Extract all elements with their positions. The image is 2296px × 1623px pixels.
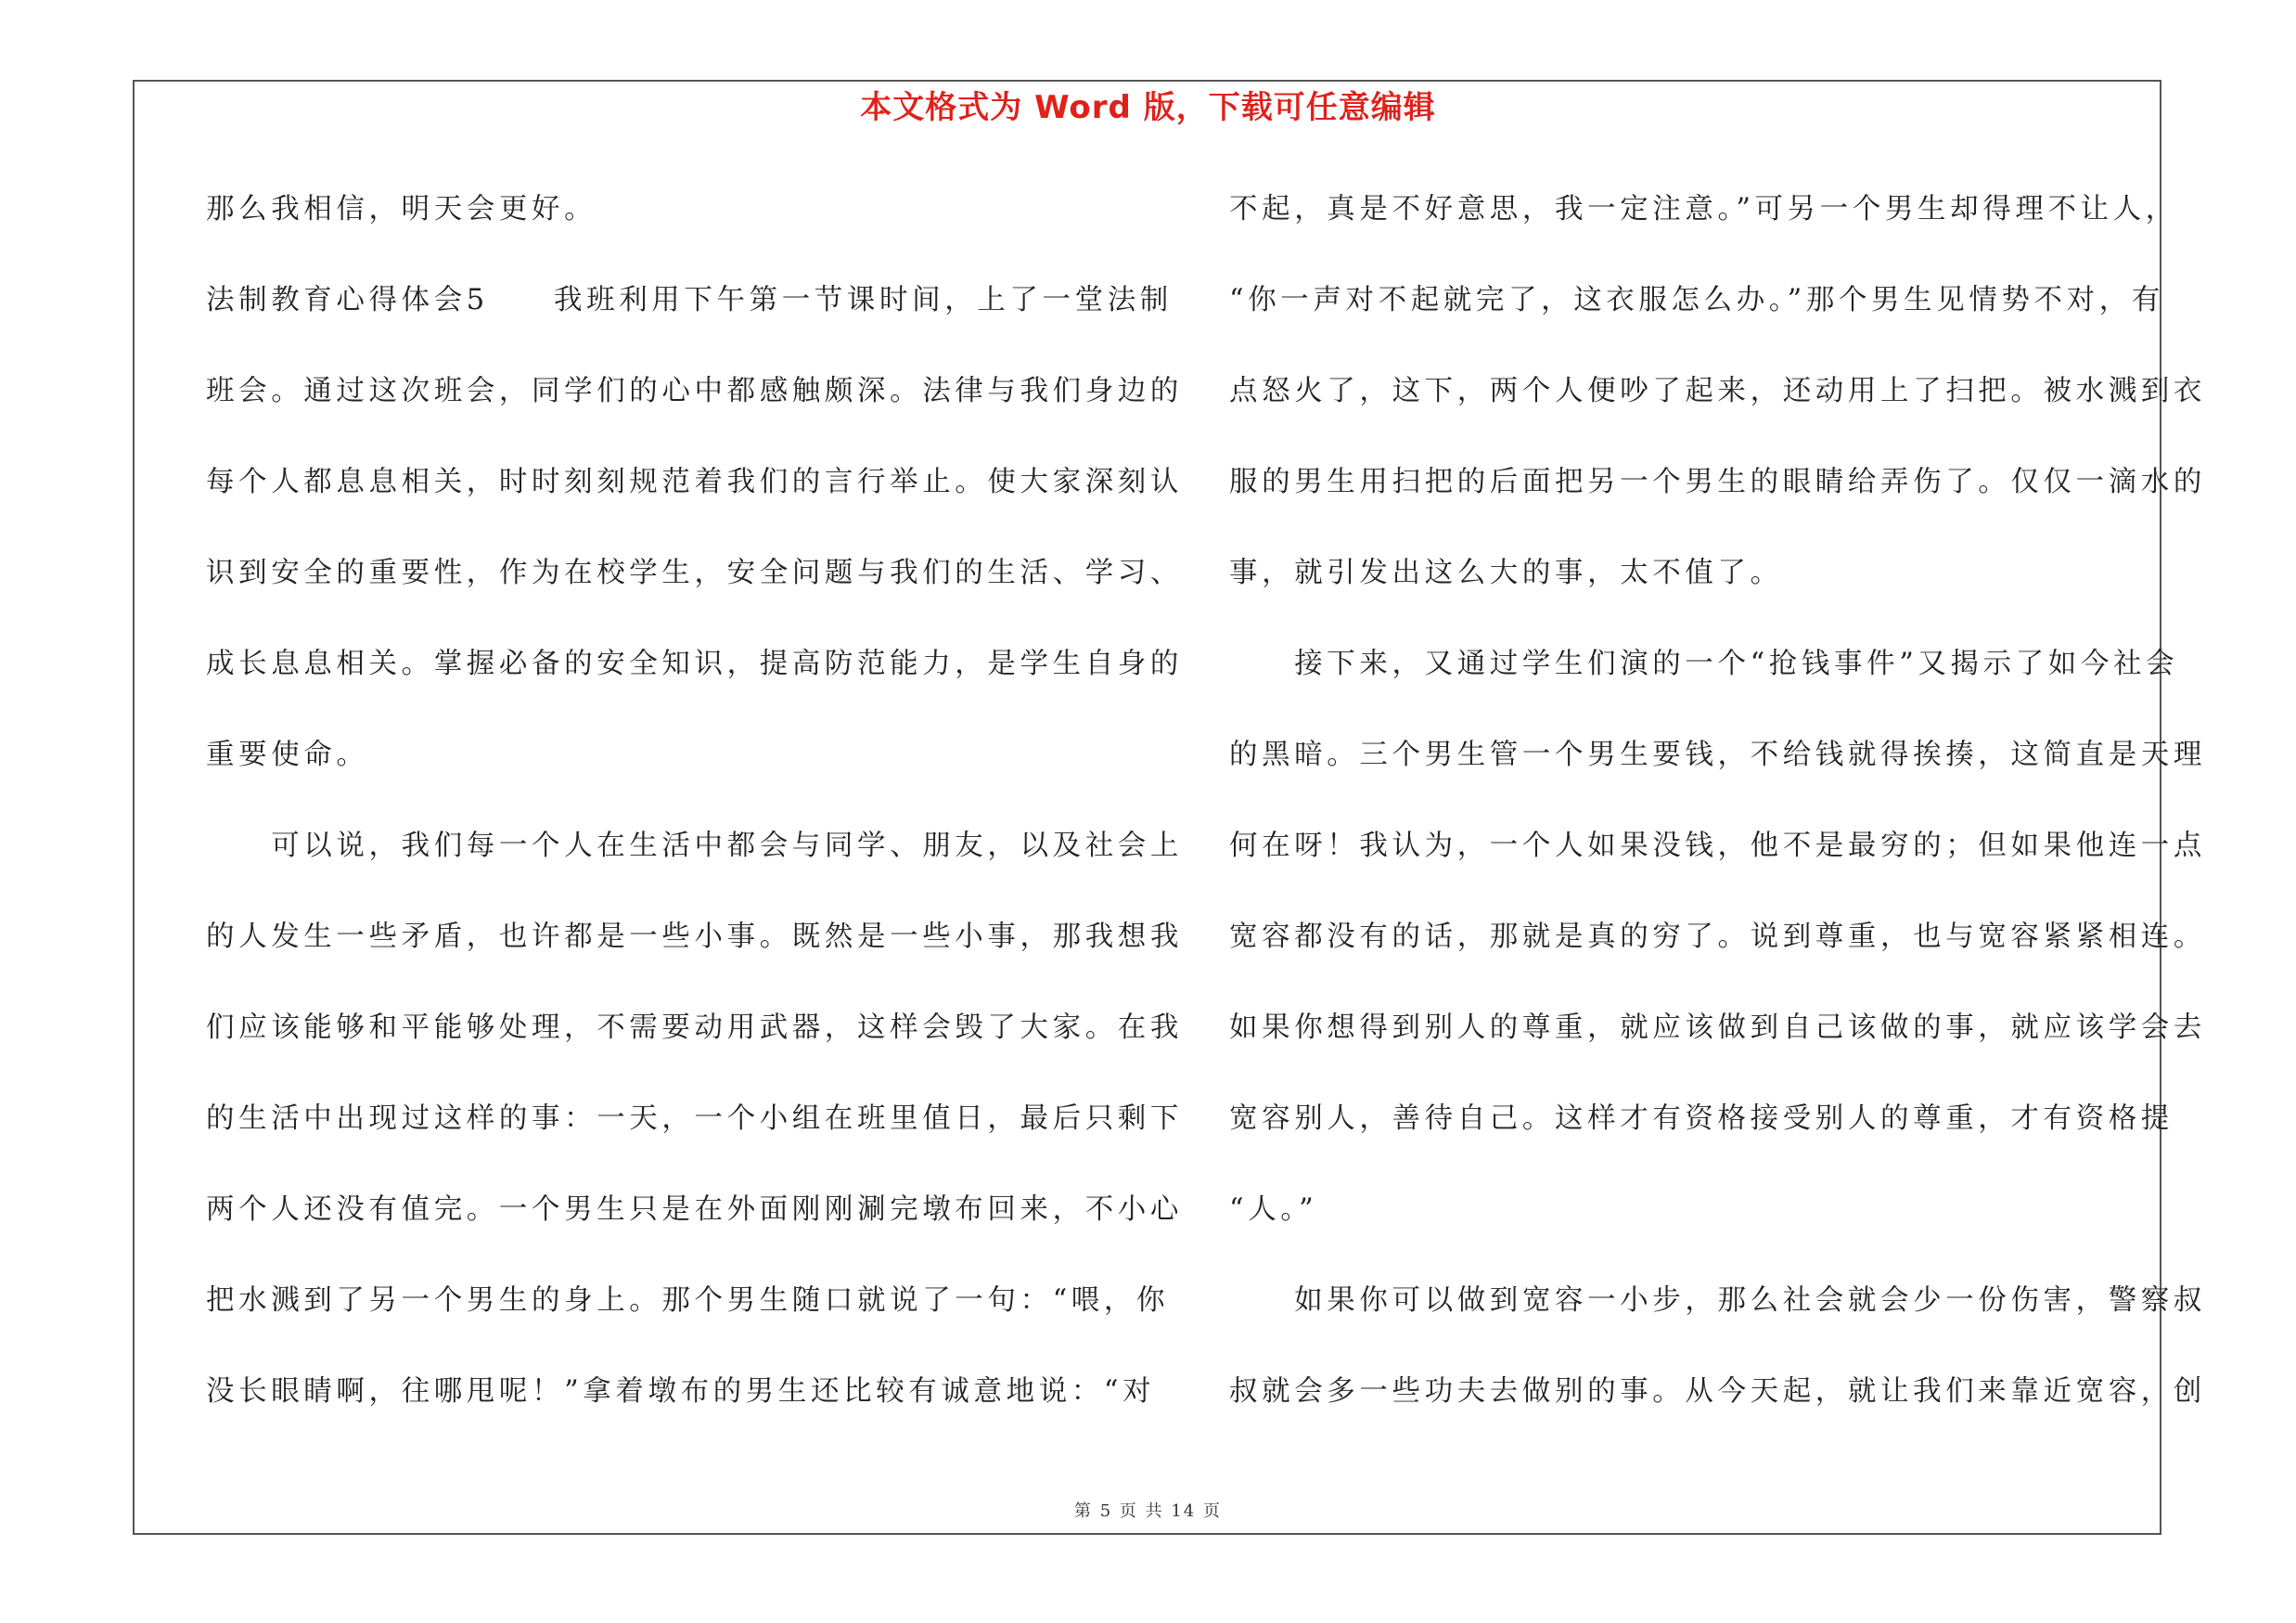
text-line: 每个人都息息相关，时时刻刻规范着我们的言行举止。使大家深刻认 (206, 466, 1183, 498)
text-line: 的生活中出现过这样的事：一天，一个小组在班里值日，最后只剩下 (206, 1102, 1183, 1135)
text-line: 把水溅到了另一个男生的身上。那个男生随口就说了一句：“喂，你 (206, 1284, 1170, 1317)
text-line: 们应该能够和平能够处理，不需要动用武器，这样会毁了大家。在我 (206, 1011, 1183, 1044)
page-number-footer: 第 5 页 共 14 页 (1074, 1501, 1222, 1521)
text-line: 班会。通过这次班会，同学们的心中都感触颇深。法律与我们身边的 (206, 375, 1183, 407)
text-line: 重要使命。 (206, 739, 369, 771)
text-line: 的人发生一些矛盾，也许都是一些小事。既然是一些小事，那我想我 (206, 921, 1183, 953)
text-line: 何在呀！我认为，一个人如果没钱，他不是最穷的；但如果他连一点 (1229, 830, 2206, 862)
text-line: 识到安全的重要性，作为在校学生，安全问题与我们的生活、学习、 (206, 557, 1183, 589)
text-line: “人。” (1229, 1193, 1318, 1226)
text-line: 宽容别人，善待自己。这样才有资格接受别人的尊重，才有资格提 (1229, 1102, 2174, 1135)
text-line: 点怒火了，这下，两个人便吵了起来，还动用上了扫把。被水溅到衣 (1229, 375, 2206, 407)
text-line: 的黑暗。三个男生管一个男生要钱，不给钱就得挨揍，这简直是天理 (1229, 739, 2206, 771)
text-line: 没长眼睛啊，往哪甩呢！”拿着墩布的男生还比较有诚意地说：“对 (206, 1375, 1156, 1408)
left-column (206, 182, 1183, 1455)
text-line: 不起，真是不好意思，我一定注意。”可另一个男生却得理不让人， (1229, 193, 2178, 225)
text-line: “你一声对不起就完了，这衣服怎么办。”那个男生见情势不对，有 (1229, 284, 2164, 316)
text-line: 两个人还没有值完。一个男生只是在外面刚刚涮完墩布回来，不小心 (206, 1193, 1183, 1226)
text-line: 事，就引发出这么大的事，太不值了。 (1229, 557, 1783, 589)
text-line: 如果你想得到别人的尊重，就应该做到自己该做的事，就应该学会去 (1229, 1011, 2206, 1044)
text-line: 接下来，又通过学生们演的一个“抢钱事件”又揭示了如今社会 (1229, 648, 2179, 680)
text-line: 宽容都没有的话，那就是真的穷了。说到尊重，也与宽容紧紧相连。 (1229, 921, 2206, 953)
text-line: 法制教育心得体会5 我班利用下午第一节课时间，上了一堂法制 (206, 284, 1173, 316)
header-banner: 本文格式为 Word 版，下载可任意编辑 (860, 89, 1436, 126)
text-line: 叔就会多一些功夫去做别的事。从今天起，就让我们来靠近宽容，创 (1229, 1375, 2206, 1408)
text-line: 服的男生用扫把的后面把另一个男生的眼睛给弄伤了。仅仅一滴水的 (1229, 466, 2206, 498)
text-line: 如果你可以做到宽容一小步，那么社会就会少一份伤害，警察叔 (1229, 1284, 2206, 1317)
right-column (1229, 182, 2206, 1455)
text-line: 成长息息相关。掌握必备的安全知识，提高防范能力，是学生自身的 (206, 648, 1183, 680)
text-line: 那么我相信，明天会更好。 (206, 193, 597, 225)
text-line: 可以说，我们每一个人在生活中都会与同学、朋友，以及社会上 (206, 830, 1183, 862)
